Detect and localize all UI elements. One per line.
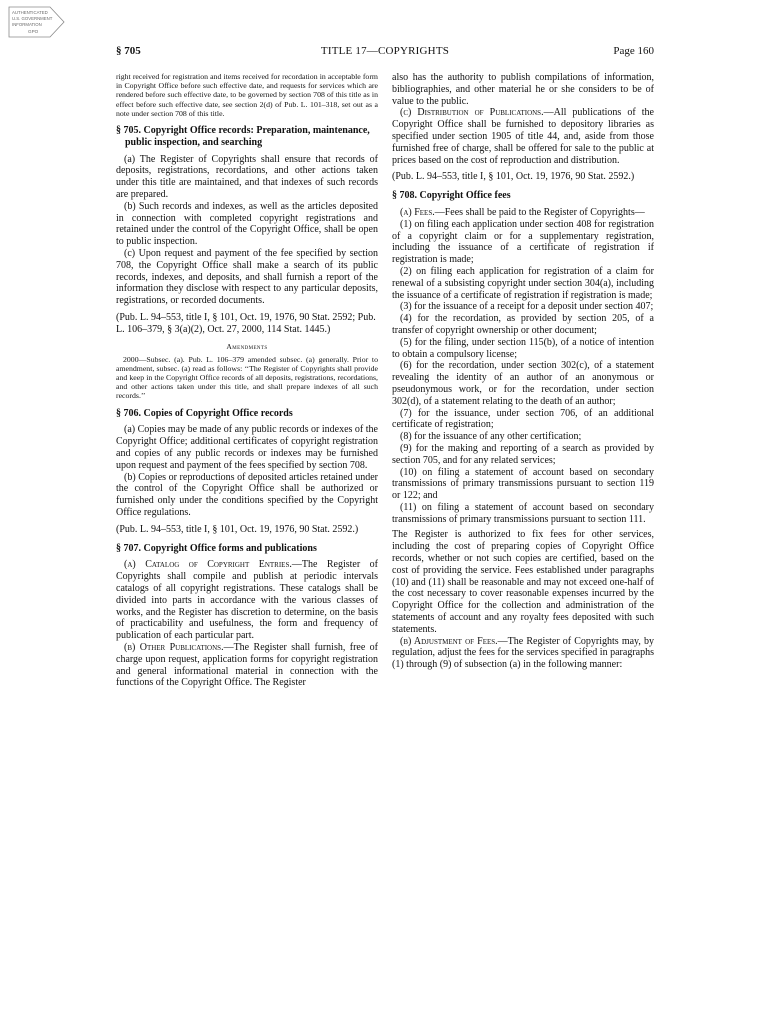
fee-item: (3) for the issuance of a receipt for a deposit under section 407; (400, 301, 654, 313)
section-706-subsection-b: (b) Copies or reproductions of deposited articles retained under the control of the Copyright Office shall be authorized or furnished only under the conditions specified by the Copyright Office regulations. (116, 471, 378, 518)
section-707-subsection-b-continued: also has the authority to publish compilations of information, bibliographies, and other material he or she considers to be of value to the public. (392, 72, 654, 107)
section-708-subsection-b (392, 636, 654, 671)
section-705-subsection-b: (b) Such records and indexes, as well as the articles deposited in connection with completed copyright registrations and retained under the control of the Copyright Office, shall be open to public inspection. (116, 200, 378, 248)
section-705-subsection-a: (a) The Register of Copyrights shall ensure that records of deposits, registrations, recordations, and other actions taken under this title are maintained, and that indexes of such records are prepared. (116, 153, 378, 200)
subsection-c-caption: (c) Distribution of Publications. (400, 107, 544, 119)
amendments-label: Amendments (226, 341, 268, 351)
subsection-b-text: —The Register of Copyrights may, by regulation, adjust the fees for the services specified in paragraphs (1) through (9) of subsection (a) in the following manner: (392, 635, 655, 671)
fee-item: (9) for the making and reporting of a search as provided by section 705, and for any related services; (392, 442, 654, 466)
fee-item: (7) for the issuance, under section 706, of an additional certificate of registration; (392, 407, 654, 431)
section-705-citation: (Pub. L. 94–553, title I, § 101, Oct. 19, 1976, 90 Stat. 2592; Pub. L. 106–379, § 3(a)(2), Oct. 27, 2000, 114 Stat. 1445.) (116, 311, 376, 335)
section-708-subsection-a (392, 207, 654, 219)
fee-item: (2) on filing each application for registration of a claim for renewal of a subsisting copyright under section 304(a), including the issuance of a certificate of registration if registration is made; (392, 265, 654, 301)
gpo-seal-icon (6, 4, 80, 40)
amendments-note: 2000—Subsec. (a). Pub. L. 106–379 amended subsec. (a) generally. Prior to amendment, subsec. (a) read as follows: ‘‘The Register of Copyrights shall provide and keep in the Copyright Office records of all deposits, registrations, recordations, and other actions taken under this title, and shall prepare indexes of all such records.’’ (116, 354, 378, 401)
subsection-a-caption: (a) Catalog of Copyright Entries. (124, 559, 292, 571)
fee-item: (1) on filing each application under section 408 for registration of a copyright claim or for a supplementary registration, including the issuance of a certificate of registration if registration is made; (392, 218, 654, 266)
left-column (116, 72, 378, 689)
section-707-citation: (Pub. L. 94–553, title I, § 101, Oct. 19, 1976, 90 Stat. 2592.) (392, 171, 635, 183)
fee-item: (6) for the recordation, under section 302(c), of a statement revealing the identity of an author of an anonymous or pseudonymous work, or for the recordation, under section 302(d), of a statement relating to the death of an author; (392, 360, 654, 407)
subsection-b-text: —The Register shall furnish, free of charge upon request, application forms for copyright registration and general informational material in connection with the functions of the Copyright Office. The Register (116, 641, 378, 689)
section-708-heading: § 708. Copyright Office fees (392, 190, 511, 202)
subsection-a-text: —Fees shall be paid to the Register of Copyrights— (434, 206, 645, 218)
section-706-subsection-a: (a) Copies may be made of any public records or indexes of the Copyright Office; additional certificates of copyright registration and copies of any public records or indexes may be furnished upon request and payment of the fees specified by section 708. (116, 424, 378, 471)
subsection-c-text: —All publications of the Copyright Office shall be furnished to depository libraries as specified under section 1905 of title 44, and, aside from those furnished free of charge, shall be offered for sale to the public at prices based on the cost of reproduction and distribution. (392, 107, 654, 166)
section-705-heading: § 705. Copyright Office records: Preparation, maintenance, public inspection, and searching (116, 125, 370, 148)
subsection-a-text: —The Register of Copyrights shall compile and publish at periodic intervals catalogs of all copyright registrations. These catalogs shall be divided into parts in accordance with the various classes of works, and the Register has discretion to determine, on the basis of practicability and usefulness, the form and frequency of publication of each particular part. (116, 559, 378, 642)
running-head-page-number: Page 160 (613, 45, 654, 57)
running-head-title: TITLE 17—COPYRIGHTS (320, 45, 450, 57)
running-head-section: § 705 (116, 45, 141, 57)
subsection-a-caption: (a) Fees. (400, 206, 435, 218)
section-707-subsection-a (116, 559, 378, 642)
subsection-b-caption: (b) Other Publications. (124, 641, 224, 653)
fee-item: (10) on filing a statement of account based on secondary transmissions of primary transmissions pursuant to section 119 or 122; and (392, 466, 654, 502)
effective-date-note: right received for registration and items received for recordation in acceptable form in Copyright Office before such effective date, and requests for services which are rendered before such effective date, to be governed by section 708 of this title as in effect before such effective date, see section 2(d) of Pub. L. 101–318, set out as a note under section 708 of this title. (116, 72, 378, 118)
fee-item: (11) on filing a statement of account based on secondary transmissions of primary transmissions pursuant to section 111. (392, 501, 654, 525)
seal-line-4: GPO (28, 29, 39, 34)
seal-line-3: INFORMATION (12, 22, 42, 27)
section-707-subsection-c (392, 107, 654, 166)
section-706-citation: (Pub. L. 94–553, title I, § 101, Oct. 19, 1976, 90 Stat. 2592.) (116, 523, 359, 535)
seal-line-2: U.S. GOVERNMENT (12, 16, 53, 21)
subsection-b-caption: (b) Adjustment of Fees. (400, 635, 498, 647)
seal-line-1: AUTHENTICATED (12, 10, 48, 15)
fee-item: (5) for the filing, under section 115(b), of a notice of intention to obtain a compulsory license; (392, 336, 654, 360)
section-706-heading: § 706. Copies of Copyright Office records (116, 407, 293, 419)
gpo-authentication-seal (6, 4, 80, 40)
running-head (116, 45, 654, 61)
fee-item: (8) for the issuance of any other certification; (400, 431, 582, 443)
fee-item: (4) for the recordation, as provided by section 205, of a transfer of copyright ownership or other document; (392, 313, 654, 336)
section-707-heading: § 707. Copyright Office forms and publications (116, 542, 317, 554)
section-705-subsection-c: (c) Upon request and payment of the fee specified by section 708, the Copyright Office shall make a search of its public records, indexes, and deposits, and shall furnish a report of the information they disclose with respect to any particular deposits, registrations, or recorded documents. (116, 247, 378, 307)
section-708-fees-closing-text: The Register is authorized to fix fees for other services, including the cost of preparing copies of Copyright Office records, whether or not such copies are certified, based on the cost of providing the service. Fees established under paragraphs (10) and (11) shall be reasonable and may not exceed one-half of the cost necessary to cover reasonable expenses incurred by the Copyright Office for the collection and administration of the statements of account and any royalty fees deposited with such statements. (392, 529, 654, 635)
right-column (392, 72, 654, 671)
section-707-subsection-b (116, 642, 378, 689)
